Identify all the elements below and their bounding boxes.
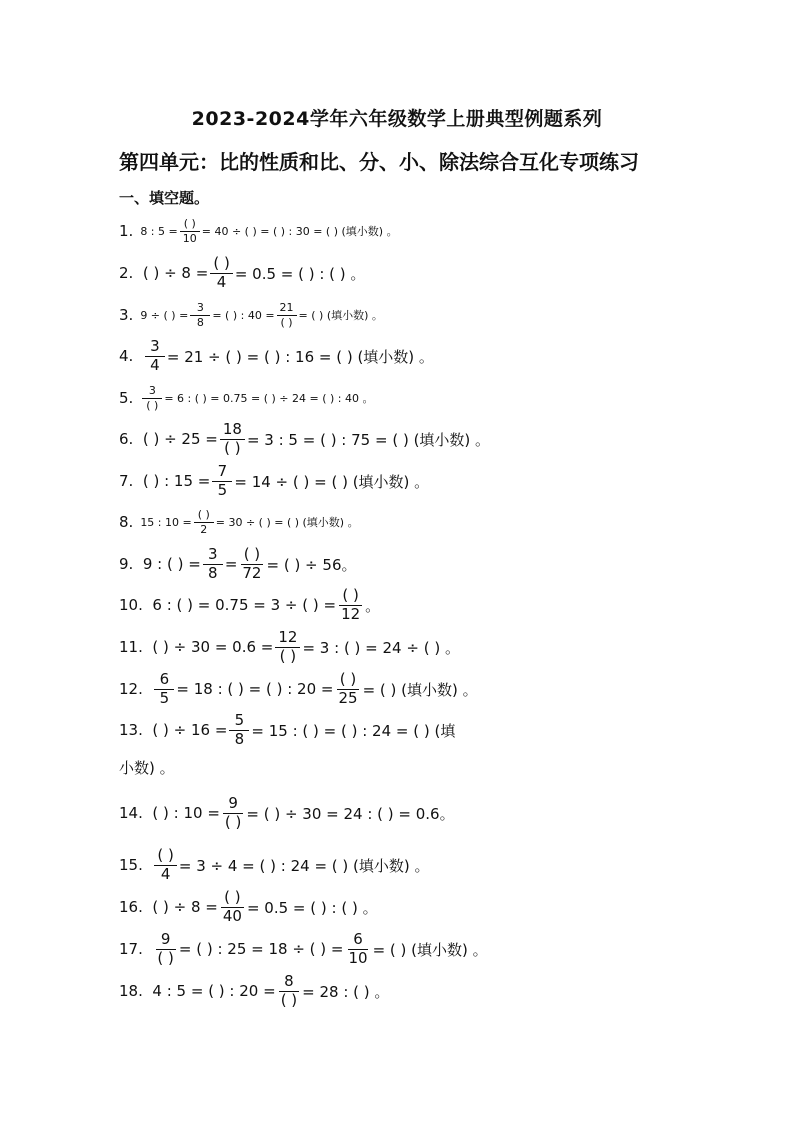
question-11: 11. ( ) ÷ 30 = 0.6 = $\frac{12}{( )}$ = 3 : ( ) = 24 ÷ ( ) 。 [119, 627, 460, 665]
question-16: 16. ( ) ÷ 8 = $\frac{( )}{40}$ = 0.5 = ( ) : ( ) 。 [119, 887, 378, 925]
fraction: $\frac{3}{4}$ [145, 339, 165, 374]
fraction: $\frac{3}{( )}$ [142, 385, 162, 411]
fraction: $\frac{12}{( )}$ [275, 630, 300, 665]
question-2: 2. ( ) ÷ 8 = $\frac{( )}{4}$ = 0.5 = ( ) : ( ) 。 [119, 253, 366, 291]
question-13-continuation: 小数) 。 [119, 759, 175, 777]
question-9: 9. 9 : ( ) = $\frac{3}{8}$ = $\frac{( )}{72}$ = ( ) ÷ 56。 [119, 544, 357, 582]
fraction: $\frac{7}{5}$ [212, 464, 232, 499]
question-15: 15. $\frac{( )}{4}$ = 3 ÷ 4 = ( ) : 24 = ( ) (填小数) 。 [119, 845, 430, 883]
question-10: 10. 6 : ( ) = 0.75 = 3 ÷ ( ) = $\frac{( )}{12}$ 。 [119, 585, 381, 623]
question-1: 1. 8 : 5 = $\frac{( )}{10}$ = 40 ÷ ( ) = ( ) : 30 = ( ) (填小数) 。 [119, 216, 398, 245]
fraction: $\frac{6}{5}$ [154, 672, 174, 707]
fraction: $\frac{( )}{72}$ [242, 544, 262, 582]
question-3: 3. 9 ÷ ( ) = $\frac{3}{8}$ = ( ) : 40 = $\frac{21}{( )}$ = ( ) (填小数) 。 [119, 300, 383, 329]
fraction: $\frac{3}{8}$ [190, 302, 210, 328]
fraction: $\frac{( )}{40}$ [222, 887, 242, 925]
question-5: 5. $\frac{3}{( )}$ = 6 : ( ) = 0.75 = ( ) ÷ 24 = ( ) : 40 。 [119, 383, 374, 412]
fraction: $\frac{9}{( )}$ [224, 793, 242, 831]
fraction: $\frac{18}{( )}$ [220, 422, 245, 457]
question-7: 7. ( ) : 15 = $\frac{7}{5}$ = 14 ÷ ( ) = ( ) (填小数) 。 [119, 461, 430, 499]
fraction: $\frac{( )}{25}$ [338, 669, 358, 707]
fraction: $\frac{( )}{10}$ [180, 218, 200, 244]
document-title: 2023-2024学年六年级数学上册典型例题系列 [191, 108, 603, 130]
fraction: $\frac{3}{8}$ [203, 547, 223, 582]
question-6: 6. ( ) ÷ 25 = $\frac{18}{( )}$ = 3 : 5 = ( ) : 75 = ( ) (填小数) 。 [119, 419, 491, 457]
question-18: 18. 4 : 5 = ( ) : 20 = $\frac{8}{( )}$ = 28 : ( ) 。 [119, 971, 390, 1009]
question-13: 13. ( ) ÷ 16 = $\frac{5}{8}$ = 15 : ( ) = ( ) : 24 = ( ) (填 [119, 710, 456, 748]
fraction: $\frac{( )}{2}$ [194, 509, 214, 535]
question-12: 12. $\frac{6}{5}$ = 18 : ( ) = ( ) : 20 = $\frac{( )}{25}$ = ( ) (填小数) 。 [119, 669, 478, 707]
fraction: $\frac{( )}{4}$ [210, 256, 232, 291]
fraction: $\frac{( )}{12}$ [341, 585, 361, 623]
question-8: 8. 15 : 10 = $\frac{( )}{2}$ = 30 ÷ ( ) = ( ) (填小数) 。 [119, 507, 359, 536]
fraction: $\frac{( )}{4}$ [154, 848, 176, 883]
fraction: $\frac{6}{10}$ [348, 929, 368, 967]
fraction: $\frac{5}{8}$ [229, 713, 249, 748]
question-14: 14. ( ) : 10 = $\frac{9}{( )}$ = ( ) ÷ 30 = 24 : ( ) = 0.6。 [119, 793, 455, 831]
question-17: 17. $\frac{9}{( )}$ = ( ) : 25 = 18 ÷ ( ) = $\frac{6}{10}$ = ( ) (填小数) 。 [119, 929, 488, 967]
fraction: $\frac{21}{( )}$ [277, 302, 297, 328]
section-heading: 一、填空题。 [119, 189, 210, 207]
fraction: $\frac{9}{( )}$ [157, 929, 174, 967]
question-4: 4. $\frac{3}{4}$ = 21 ÷ ( ) = ( ) : 16 = ( ) (填小数) 。 [119, 336, 434, 374]
unit-subtitle: 第四单元：比的性质和比、分、小、除法综合互化专项练习 [119, 150, 639, 174]
fraction: $\frac{8}{( )}$ [280, 971, 298, 1009]
